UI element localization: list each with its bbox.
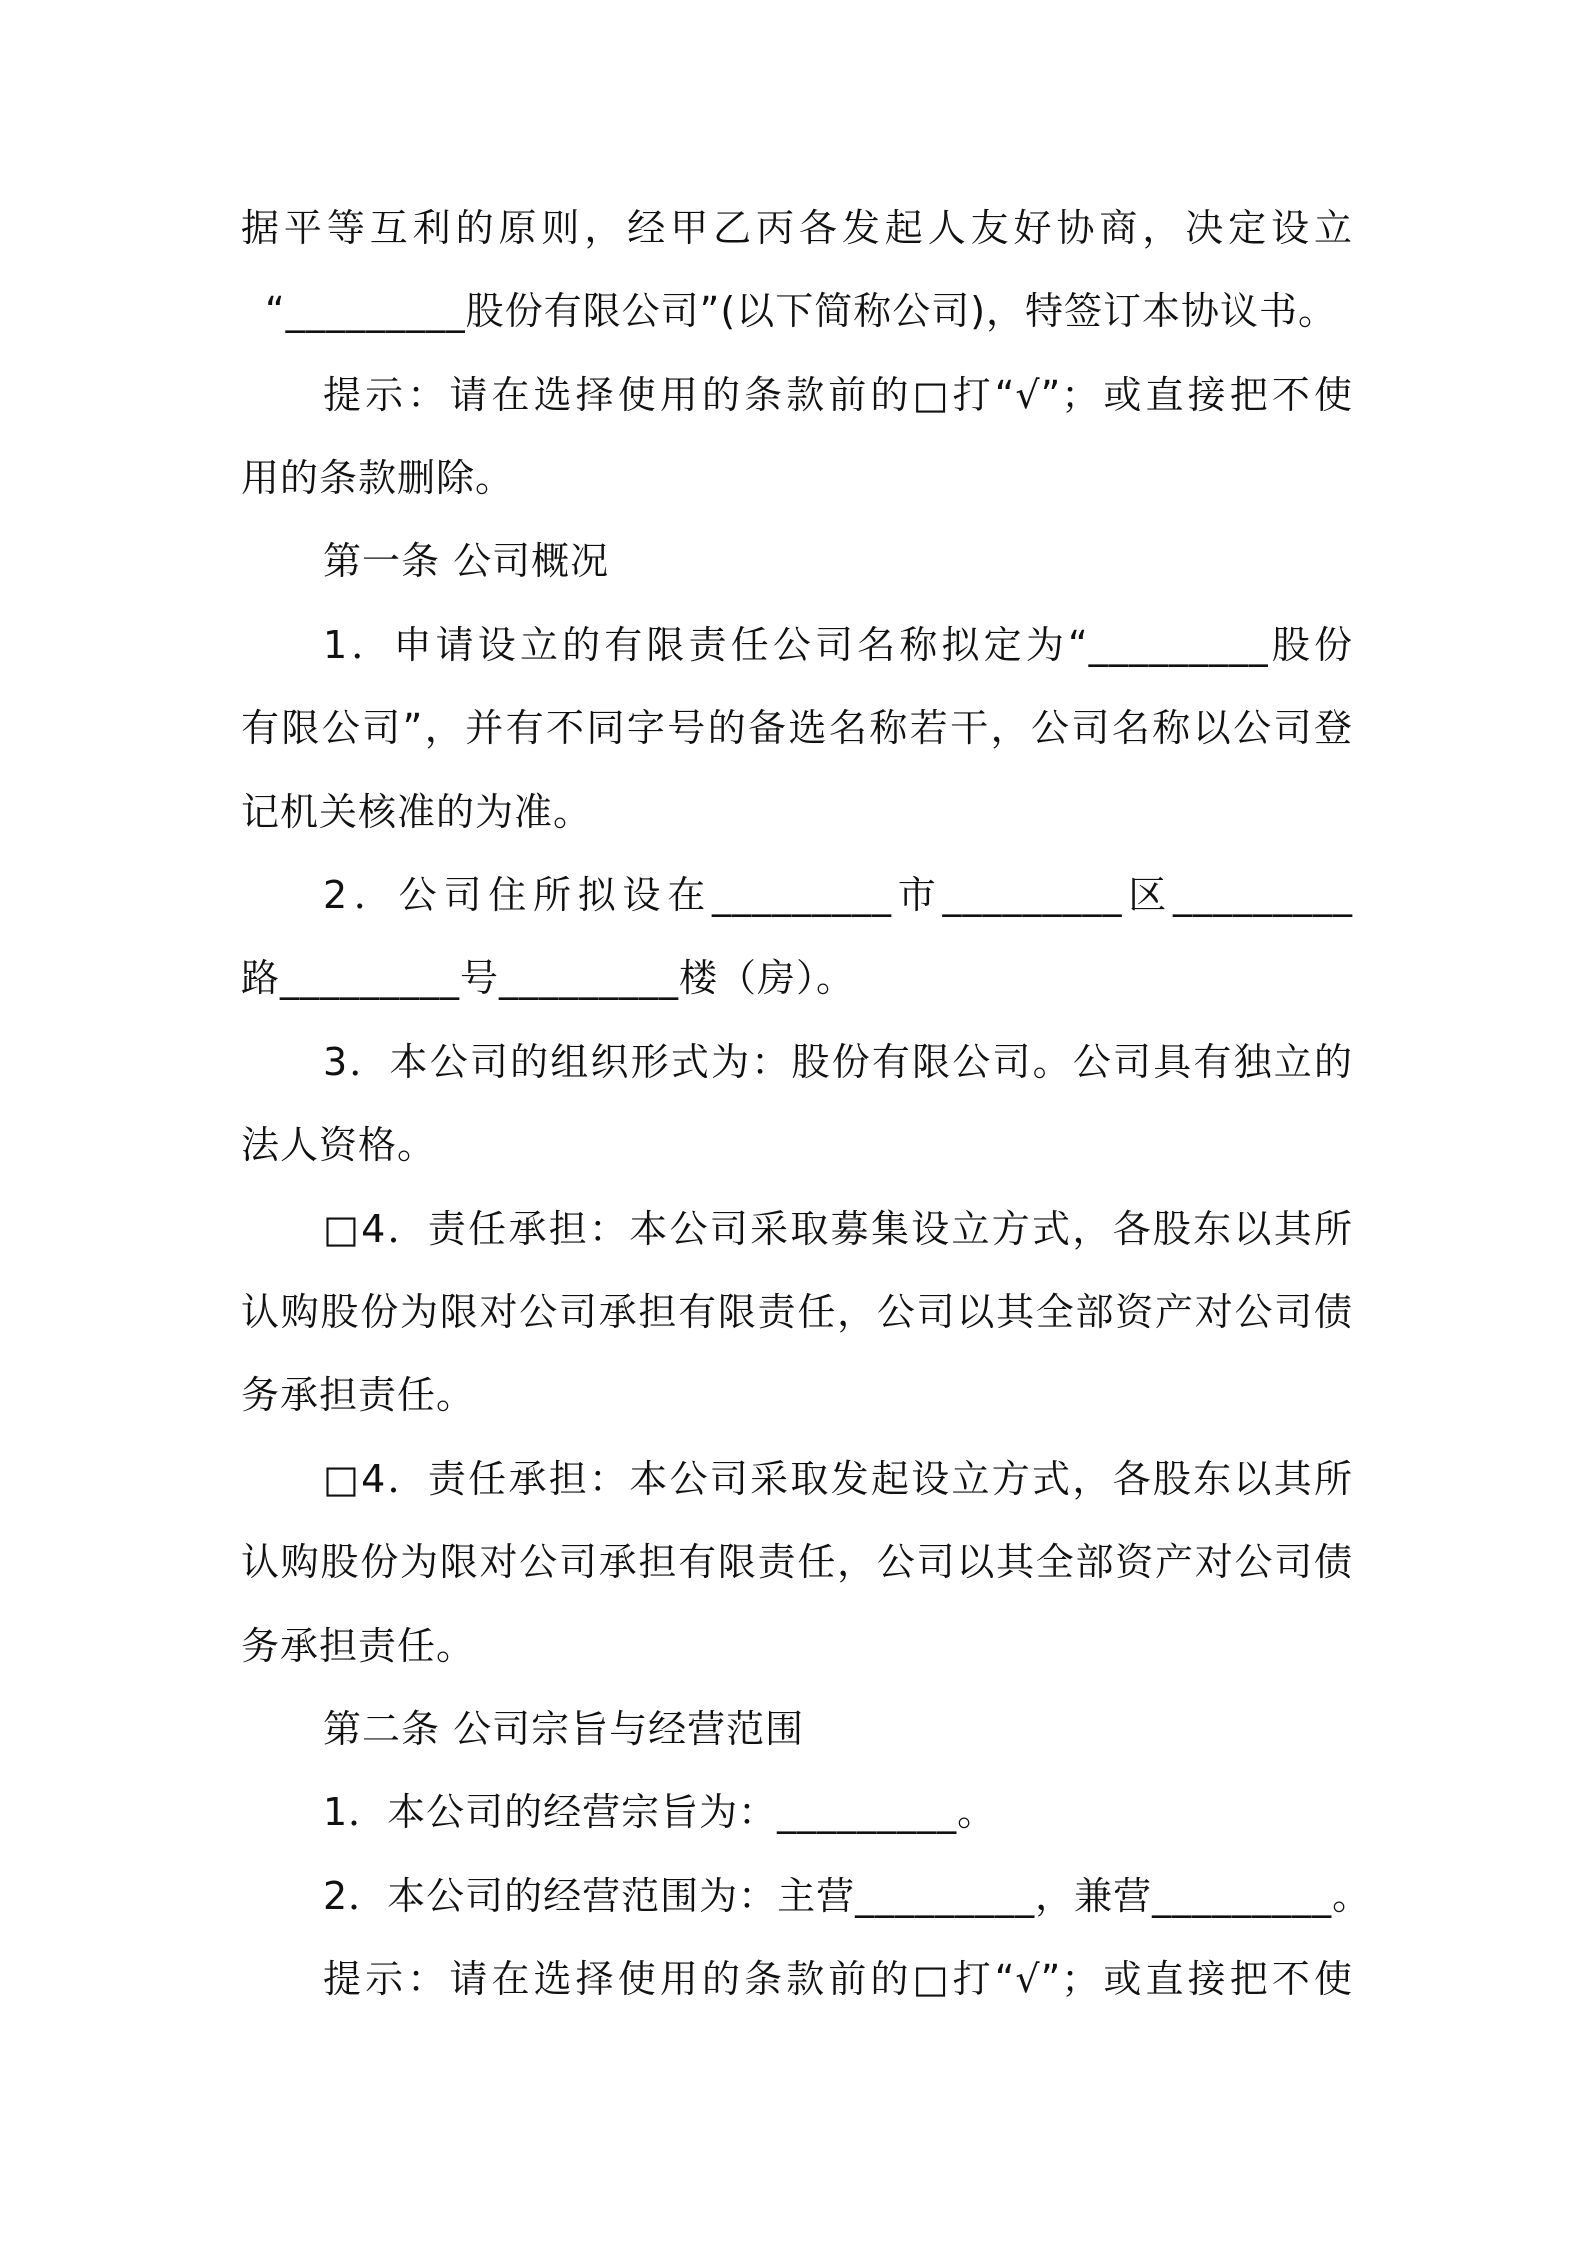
- clause-line: 1．申请设立的有限责任公司名称拟定为“_________股份: [323, 623, 1353, 667]
- clause-line: 有限公司”，并有不同字号的备选名称若干，公司名称以公司登: [241, 706, 1353, 750]
- clause-line: 路_________号_________楼（房）。: [241, 956, 856, 1000]
- option-clause-line: □4．责任承担：本公司采取发起设立方式，各股东以其所: [323, 1457, 1353, 1501]
- option-clause-line: 务承担责任。: [241, 1373, 476, 1417]
- paragraph-line: 据平等互利的原则，经甲乙丙各发起人友好协商，决定设立: [241, 206, 1353, 250]
- clause-line: 2．本公司的经营范围为：主营_________，兼营_________。: [323, 1874, 1372, 1918]
- hint-line: 提示：请在选择使用的条款前的□打“√”；或直接把不使: [323, 373, 1353, 417]
- option-clause-line: 认购股份为限对公司承担有限责任，公司以其全部资产对公司债: [241, 1540, 1353, 1584]
- option-clause-line: 认购股份为限对公司承担有限责任，公司以其全部资产对公司债: [241, 1290, 1353, 1334]
- paragraph-line: “_________股份有限公司”(以下简称公司)，特签订本协议书。: [265, 289, 1338, 333]
- option-clause-line: 务承担责任。: [241, 1624, 476, 1668]
- article-heading: 第二条 公司宗旨与经营范围: [323, 1707, 805, 1751]
- clause-line: 1．本公司的经营宗旨为：_________。: [323, 1790, 997, 1834]
- clause-line: 2．公司住所拟设在_________市_________区_________: [323, 873, 1353, 917]
- hint-line: 用的条款删除。: [241, 456, 515, 500]
- clause-line: 3．本公司的组织形式为：股份有限公司。公司具有独立的: [323, 1040, 1353, 1084]
- article-heading: 第一条 公司概况: [323, 539, 610, 583]
- clause-line: 记机关核准的为准。: [241, 790, 593, 834]
- hint-line: 提示：请在选择使用的条款前的□打“√”；或直接把不使: [323, 1957, 1353, 2001]
- option-clause-line: □4．责任承担：本公司采取募集设立方式，各股东以其所: [323, 1207, 1353, 1251]
- clause-line: 法人资格。: [241, 1123, 437, 1167]
